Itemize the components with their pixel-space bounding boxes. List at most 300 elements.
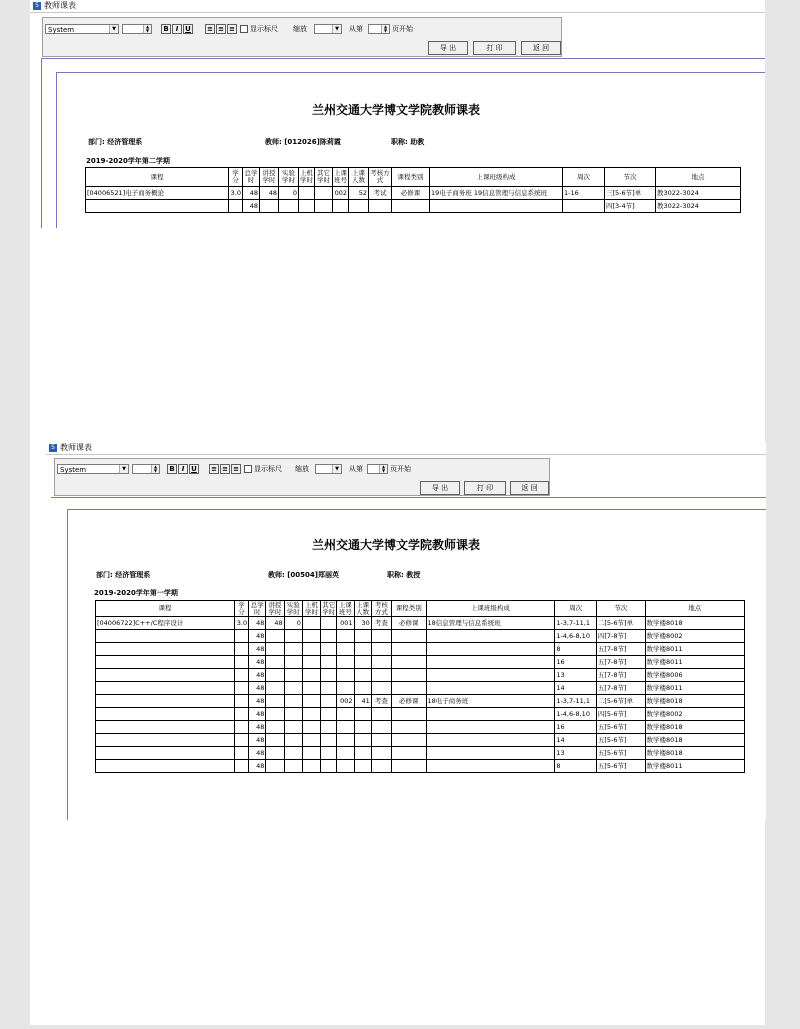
- table-cell: 数学楼8018: [645, 734, 744, 747]
- show-ruler-checkbox[interactable]: [240, 25, 248, 33]
- table-cell: [234, 760, 248, 773]
- table-row: [96, 695, 745, 708]
- title-rank: 职称: 教授: [387, 571, 421, 579]
- table-row: [96, 643, 745, 656]
- export-button[interactable]: 导 出: [428, 41, 468, 55]
- table-cell: [284, 643, 302, 656]
- font-size-stepper[interactable]: [132, 464, 160, 474]
- title-rank: 职称: 助教: [391, 138, 425, 146]
- table-cell: [371, 734, 391, 747]
- table-cell: [392, 630, 426, 643]
- column-header: 节次: [596, 601, 645, 617]
- table-cell: [234, 656, 248, 669]
- table-cell: 数学楼8011: [645, 656, 744, 669]
- table-cell: [234, 669, 248, 682]
- table-cell: [266, 656, 284, 669]
- teacher: 教师: [00504]郑丽英: [268, 571, 339, 579]
- table-header-row: [86, 168, 741, 187]
- table-cell: [321, 682, 337, 695]
- align-right-icon: ≡: [229, 25, 235, 33]
- column-header: 考核方式: [369, 168, 392, 187]
- table-cell: [430, 200, 563, 213]
- table-cell: [371, 643, 391, 656]
- table-cell: 001: [337, 617, 354, 630]
- back-button[interactable]: 返 回: [521, 41, 561, 55]
- column-header: 地点: [656, 168, 741, 187]
- column-header: 上课人数: [354, 601, 371, 617]
- table-row: [96, 734, 745, 747]
- table-cell: [426, 760, 555, 773]
- table-cell: 五[5-6节]: [596, 747, 645, 760]
- window-titlebar: [46, 442, 766, 455]
- table-cell: 8: [555, 643, 597, 656]
- chevron-down-icon: ▼: [119, 465, 128, 473]
- column-header: 考核方式: [371, 601, 391, 617]
- column-header: 上课班级构成: [430, 168, 563, 187]
- table-cell: [279, 200, 299, 213]
- font-select[interactable]: [45, 24, 119, 34]
- column-header: 地点: [645, 601, 744, 617]
- table-cell: [229, 200, 243, 213]
- table-cell: 1-4,6-8,10: [555, 630, 597, 643]
- table-cell: 1-3,7-11,1: [555, 695, 597, 708]
- spin-up-icon: ▲: [381, 25, 389, 29]
- table-cell: [354, 708, 371, 721]
- table-cell: 48: [249, 656, 266, 669]
- column-header: 实验学时: [279, 168, 299, 187]
- table-cell: 48: [243, 187, 260, 200]
- table-cell: [371, 708, 391, 721]
- table-cell: [266, 669, 284, 682]
- schedule-table: [95, 600, 745, 773]
- window-title: 教师课表: [44, 1, 76, 10]
- column-header: 其它学时: [315, 168, 333, 187]
- table-cell: [337, 747, 354, 760]
- table-cell: [96, 656, 235, 669]
- table-cell: 48: [249, 708, 266, 721]
- table-cell: 002: [337, 695, 354, 708]
- table-cell: 五[5-6节]: [596, 760, 645, 773]
- column-header: 实验学时: [284, 601, 302, 617]
- table-cell: [371, 682, 391, 695]
- column-header: 总学时: [243, 168, 260, 187]
- table-cell: [321, 760, 337, 773]
- table-cell: [96, 630, 235, 643]
- table-cell: 0: [284, 617, 302, 630]
- align-right-button[interactable]: [231, 464, 241, 474]
- table-cell: [392, 747, 426, 760]
- table-cell: [321, 617, 337, 630]
- table-cell: [337, 721, 354, 734]
- table-cell: [371, 630, 391, 643]
- table-cell: [299, 187, 315, 200]
- table-cell: 必修课: [392, 695, 426, 708]
- column-header: 总学时: [249, 601, 266, 617]
- table-cell: [354, 656, 371, 669]
- table-cell: [284, 734, 302, 747]
- table-cell: [266, 682, 284, 695]
- table-cell: [302, 630, 320, 643]
- table-cell: [321, 669, 337, 682]
- table-cell: 48: [249, 760, 266, 773]
- font-select[interactable]: [57, 464, 129, 474]
- spin-up-icon: ▲: [143, 25, 151, 29]
- column-header: 节次: [605, 168, 656, 187]
- table-cell: 五[7-8节]: [596, 643, 645, 656]
- table-cell: [392, 669, 426, 682]
- table-cell: [321, 695, 337, 708]
- table-cell: 数学楼8011: [645, 643, 744, 656]
- table-row: [96, 682, 745, 695]
- table-cell: [371, 760, 391, 773]
- page-border-top: [41, 58, 765, 59]
- table-row: [96, 708, 745, 721]
- table-cell: [96, 760, 235, 773]
- align-left-icon: ≡: [211, 465, 217, 473]
- table-cell: [266, 760, 284, 773]
- table-row: [96, 669, 745, 682]
- table-cell: 1-3,7-11,1: [555, 617, 597, 630]
- table-cell: 五[5-6节]: [596, 721, 645, 734]
- table-cell: [321, 656, 337, 669]
- table-cell: [354, 747, 371, 760]
- bold-button[interactable]: B: [161, 24, 171, 34]
- table-cell: [96, 708, 235, 721]
- table-cell: 数学楼8018: [645, 747, 744, 760]
- toolbar: [42, 17, 562, 57]
- font-name: System: [48, 26, 75, 34]
- table-cell: [333, 200, 349, 213]
- table-cell: 19电子商务班 19信息管理与信息系统班: [430, 187, 563, 200]
- table-cell: 48: [249, 630, 266, 643]
- table-cell: 考查: [371, 695, 391, 708]
- table-cell: 30: [354, 617, 371, 630]
- table-cell: [392, 708, 426, 721]
- print-button[interactable]: 打 印: [464, 481, 506, 495]
- font-name: System: [60, 466, 87, 474]
- align-center-icon: ≡: [218, 25, 224, 33]
- table-cell: 五[5-6节]: [596, 734, 645, 747]
- table-cell: 五[7-8节]: [596, 669, 645, 682]
- table-cell: [426, 630, 555, 643]
- align-left-button[interactable]: [209, 464, 219, 474]
- table-cell: [371, 669, 391, 682]
- export-button[interactable]: 导 出: [420, 481, 460, 495]
- report-window-2: [46, 442, 766, 820]
- table-cell: 13: [555, 669, 597, 682]
- table-cell: [266, 695, 284, 708]
- table-cell: 13: [555, 747, 597, 760]
- table-cell: 002: [333, 187, 349, 200]
- table-cell: [266, 734, 284, 747]
- table-cell: [234, 630, 248, 643]
- table-cell: [302, 695, 320, 708]
- column-header: 课程: [96, 601, 235, 617]
- window-titlebar: [30, 0, 765, 13]
- table-cell: 数学楼8002: [645, 630, 744, 643]
- table-cell: [426, 721, 555, 734]
- table-cell: [321, 643, 337, 656]
- table-cell: [426, 682, 555, 695]
- table-cell: 16: [555, 721, 597, 734]
- table-cell: 1-16: [563, 187, 605, 200]
- table-cell: [354, 682, 371, 695]
- chevron-down-icon: ▼: [332, 465, 341, 473]
- table-cell: [302, 617, 320, 630]
- table-cell: 数学楼8002: [645, 708, 744, 721]
- app-icon: 5: [49, 444, 57, 452]
- table-cell: [371, 747, 391, 760]
- table-cell: [266, 747, 284, 760]
- table-cell: 数学楼8011: [645, 760, 744, 773]
- column-header: 讲授学时: [260, 168, 279, 187]
- column-header: 上机学时: [299, 168, 315, 187]
- table-cell: 48: [249, 617, 266, 630]
- column-header: 上课班级构成: [426, 601, 555, 617]
- table-cell: [392, 721, 426, 734]
- table-row: [96, 721, 745, 734]
- table-cell: 3.0: [234, 617, 248, 630]
- spin-down-icon: ▼: [379, 469, 387, 473]
- table-cell: [392, 643, 426, 656]
- table-cell: 18电子商务班: [426, 695, 555, 708]
- table-cell: [337, 656, 354, 669]
- term: 2019-2020学年第二学期: [86, 157, 170, 165]
- table-cell: 考试: [369, 187, 392, 200]
- window-title: 教师课表: [60, 443, 92, 452]
- table-cell: [321, 721, 337, 734]
- table-cell: 48: [249, 643, 266, 656]
- table-cell: [96, 669, 235, 682]
- table-cell: [302, 760, 320, 773]
- align-left-icon: ≡: [207, 25, 213, 33]
- table-cell: 数学楼8018: [645, 721, 744, 734]
- table-cell: [04006521]电子商务概论: [86, 187, 229, 200]
- table-cell: [234, 734, 248, 747]
- table-cell: [266, 630, 284, 643]
- table-cell: [266, 721, 284, 734]
- table-cell: [426, 734, 555, 747]
- bold-button[interactable]: B: [167, 464, 177, 474]
- table-cell: [234, 721, 248, 734]
- page-stepper[interactable]: [367, 464, 388, 474]
- table-cell: [302, 708, 320, 721]
- zoom-label: 缩放: [293, 25, 307, 33]
- table-cell: [321, 630, 337, 643]
- table-cell: [354, 734, 371, 747]
- italic-button[interactable]: I: [178, 464, 188, 474]
- show-ruler-label: 显示标尺: [250, 25, 278, 33]
- page-border-outer: [41, 58, 42, 228]
- spin-up-icon: ▲: [151, 465, 159, 469]
- table-cell: [96, 643, 235, 656]
- table-cell: [321, 734, 337, 747]
- align-left-button[interactable]: [205, 24, 215, 34]
- print-button[interactable]: 打 印: [473, 41, 516, 55]
- zoom-select[interactable]: [315, 464, 342, 474]
- table-cell: [392, 734, 426, 747]
- table-cell: [337, 708, 354, 721]
- table-cell: 数学楼8018: [645, 695, 744, 708]
- table-cell: 48: [249, 721, 266, 734]
- table-row: [86, 187, 741, 200]
- table-cell: [234, 708, 248, 721]
- table-cell: 0: [279, 187, 299, 200]
- table-cell: 52: [349, 187, 369, 200]
- table-cell: [04006722]C++/C程序设计: [96, 617, 235, 630]
- table-cell: 48: [260, 187, 279, 200]
- table-cell: [96, 734, 235, 747]
- table-cell: [426, 708, 555, 721]
- underline-button[interactable]: U: [189, 464, 199, 474]
- table-cell: [337, 643, 354, 656]
- table-cell: [354, 760, 371, 773]
- table-cell: 二[5-6节]单: [596, 695, 645, 708]
- table-cell: 二[5-6节]单: [596, 617, 645, 630]
- table-cell: [563, 200, 605, 213]
- app-icon: 5: [33, 2, 41, 10]
- column-header: 上机学时: [302, 601, 320, 617]
- show-ruler-checkbox[interactable]: [244, 465, 252, 473]
- table-cell: [284, 760, 302, 773]
- table-cell: [369, 200, 392, 213]
- toolbar: [54, 458, 550, 496]
- page-margin-line: [56, 72, 57, 228]
- table-row: [96, 747, 745, 760]
- table-cell: [315, 200, 333, 213]
- table-cell: 3.0: [229, 187, 243, 200]
- font-size-stepper[interactable]: [122, 24, 152, 34]
- report-title: 兰州交通大学博文学院教师课表: [312, 103, 481, 117]
- table-cell: 48: [249, 734, 266, 747]
- table-cell: 必修课: [392, 187, 430, 200]
- column-header: 上课班号: [337, 601, 354, 617]
- table-cell: [349, 200, 369, 213]
- department: 部门: 经济管理系: [96, 571, 151, 579]
- zoom-select[interactable]: [314, 24, 342, 34]
- table-cell: [354, 721, 371, 734]
- table-header-row: [96, 601, 745, 617]
- table-cell: [392, 760, 426, 773]
- column-header: 上课人数: [349, 168, 369, 187]
- back-button[interactable]: 返 回: [510, 481, 549, 495]
- table-cell: [234, 695, 248, 708]
- table-cell: [337, 682, 354, 695]
- table-cell: [96, 682, 235, 695]
- table-row: [96, 656, 745, 669]
- table-cell: [426, 747, 555, 760]
- table-cell: 48: [243, 200, 260, 213]
- table-cell: [337, 734, 354, 747]
- table-cell: [234, 643, 248, 656]
- table-row: [96, 760, 745, 773]
- spin-down-icon: ▼: [143, 29, 151, 33]
- align-center-button[interactable]: [220, 464, 230, 474]
- align-right-icon: ≡: [233, 465, 239, 473]
- italic-button[interactable]: I: [172, 24, 182, 34]
- table-cell: 教3022-3024: [656, 200, 741, 213]
- teacher: 教师: [012026]陈莉霞: [265, 138, 341, 146]
- spin-down-icon: ▼: [151, 469, 159, 473]
- spin-down-icon: ▼: [381, 29, 389, 33]
- table-cell: [299, 200, 315, 213]
- table-cell: 数学楼8011: [645, 682, 744, 695]
- table-cell: [266, 643, 284, 656]
- table-cell: [302, 656, 320, 669]
- table-cell: 14: [555, 682, 597, 695]
- table-cell: [321, 708, 337, 721]
- table-cell: 48: [249, 682, 266, 695]
- term: 2019-2020学年第一学期: [94, 589, 178, 597]
- spin-up-icon: ▲: [379, 465, 387, 469]
- column-header: 学分: [229, 168, 243, 187]
- table-cell: 48: [249, 747, 266, 760]
- chevron-down-icon: ▼: [109, 25, 118, 33]
- table-cell: [392, 200, 430, 213]
- table-cell: [96, 721, 235, 734]
- table-cell: 四[7-8节]: [596, 630, 645, 643]
- table-cell: [302, 669, 320, 682]
- column-header: 周次: [563, 168, 605, 187]
- table-cell: [284, 721, 302, 734]
- table-cell: [337, 760, 354, 773]
- table-cell: 四[3-4节]: [605, 200, 656, 213]
- table-cell: [234, 682, 248, 695]
- align-right-button[interactable]: [227, 24, 237, 34]
- column-header: 其它学时: [322, 600, 336, 616]
- table-cell: [284, 656, 302, 669]
- table-cell: [426, 643, 555, 656]
- column-header: 学分: [234, 601, 248, 617]
- table-cell: 48: [266, 617, 284, 630]
- table-cell: [337, 630, 354, 643]
- align-center-button[interactable]: [216, 24, 226, 34]
- table-cell: [371, 721, 391, 734]
- table-cell: [260, 200, 279, 213]
- column-header: 讲授学时: [266, 601, 284, 617]
- table-cell: [354, 643, 371, 656]
- table-cell: [302, 734, 320, 747]
- table-cell: [96, 695, 235, 708]
- table-cell: 1-4,6-8,10: [555, 708, 597, 721]
- table-cell: 8: [555, 760, 597, 773]
- table-cell: [426, 669, 555, 682]
- column-header: 课程类别: [392, 601, 426, 617]
- table-cell: [284, 747, 302, 760]
- table-cell: [392, 682, 426, 695]
- page-stepper[interactable]: [368, 24, 390, 34]
- table-cell: [371, 656, 391, 669]
- department: 部门: 经济管理系: [88, 138, 143, 146]
- table-cell: 48: [249, 695, 266, 708]
- table-cell: [96, 747, 235, 760]
- table-cell: 数学楼8018: [645, 617, 744, 630]
- table-cell: [284, 695, 302, 708]
- column-header: 课程: [86, 168, 229, 187]
- table-cell: [426, 656, 555, 669]
- report-window-1: [30, 0, 765, 228]
- table-cell: 14: [555, 734, 597, 747]
- table-cell: [321, 747, 337, 760]
- table-cell: 16: [555, 656, 597, 669]
- page-start-label: 页开始: [392, 25, 413, 33]
- table-cell: 41: [354, 695, 371, 708]
- align-center-icon: ≡: [222, 465, 228, 473]
- table-cell: 48: [249, 669, 266, 682]
- page-margin-top: [67, 509, 766, 510]
- underline-button[interactable]: U: [183, 24, 193, 34]
- table-cell: 教3022-3024: [656, 187, 741, 200]
